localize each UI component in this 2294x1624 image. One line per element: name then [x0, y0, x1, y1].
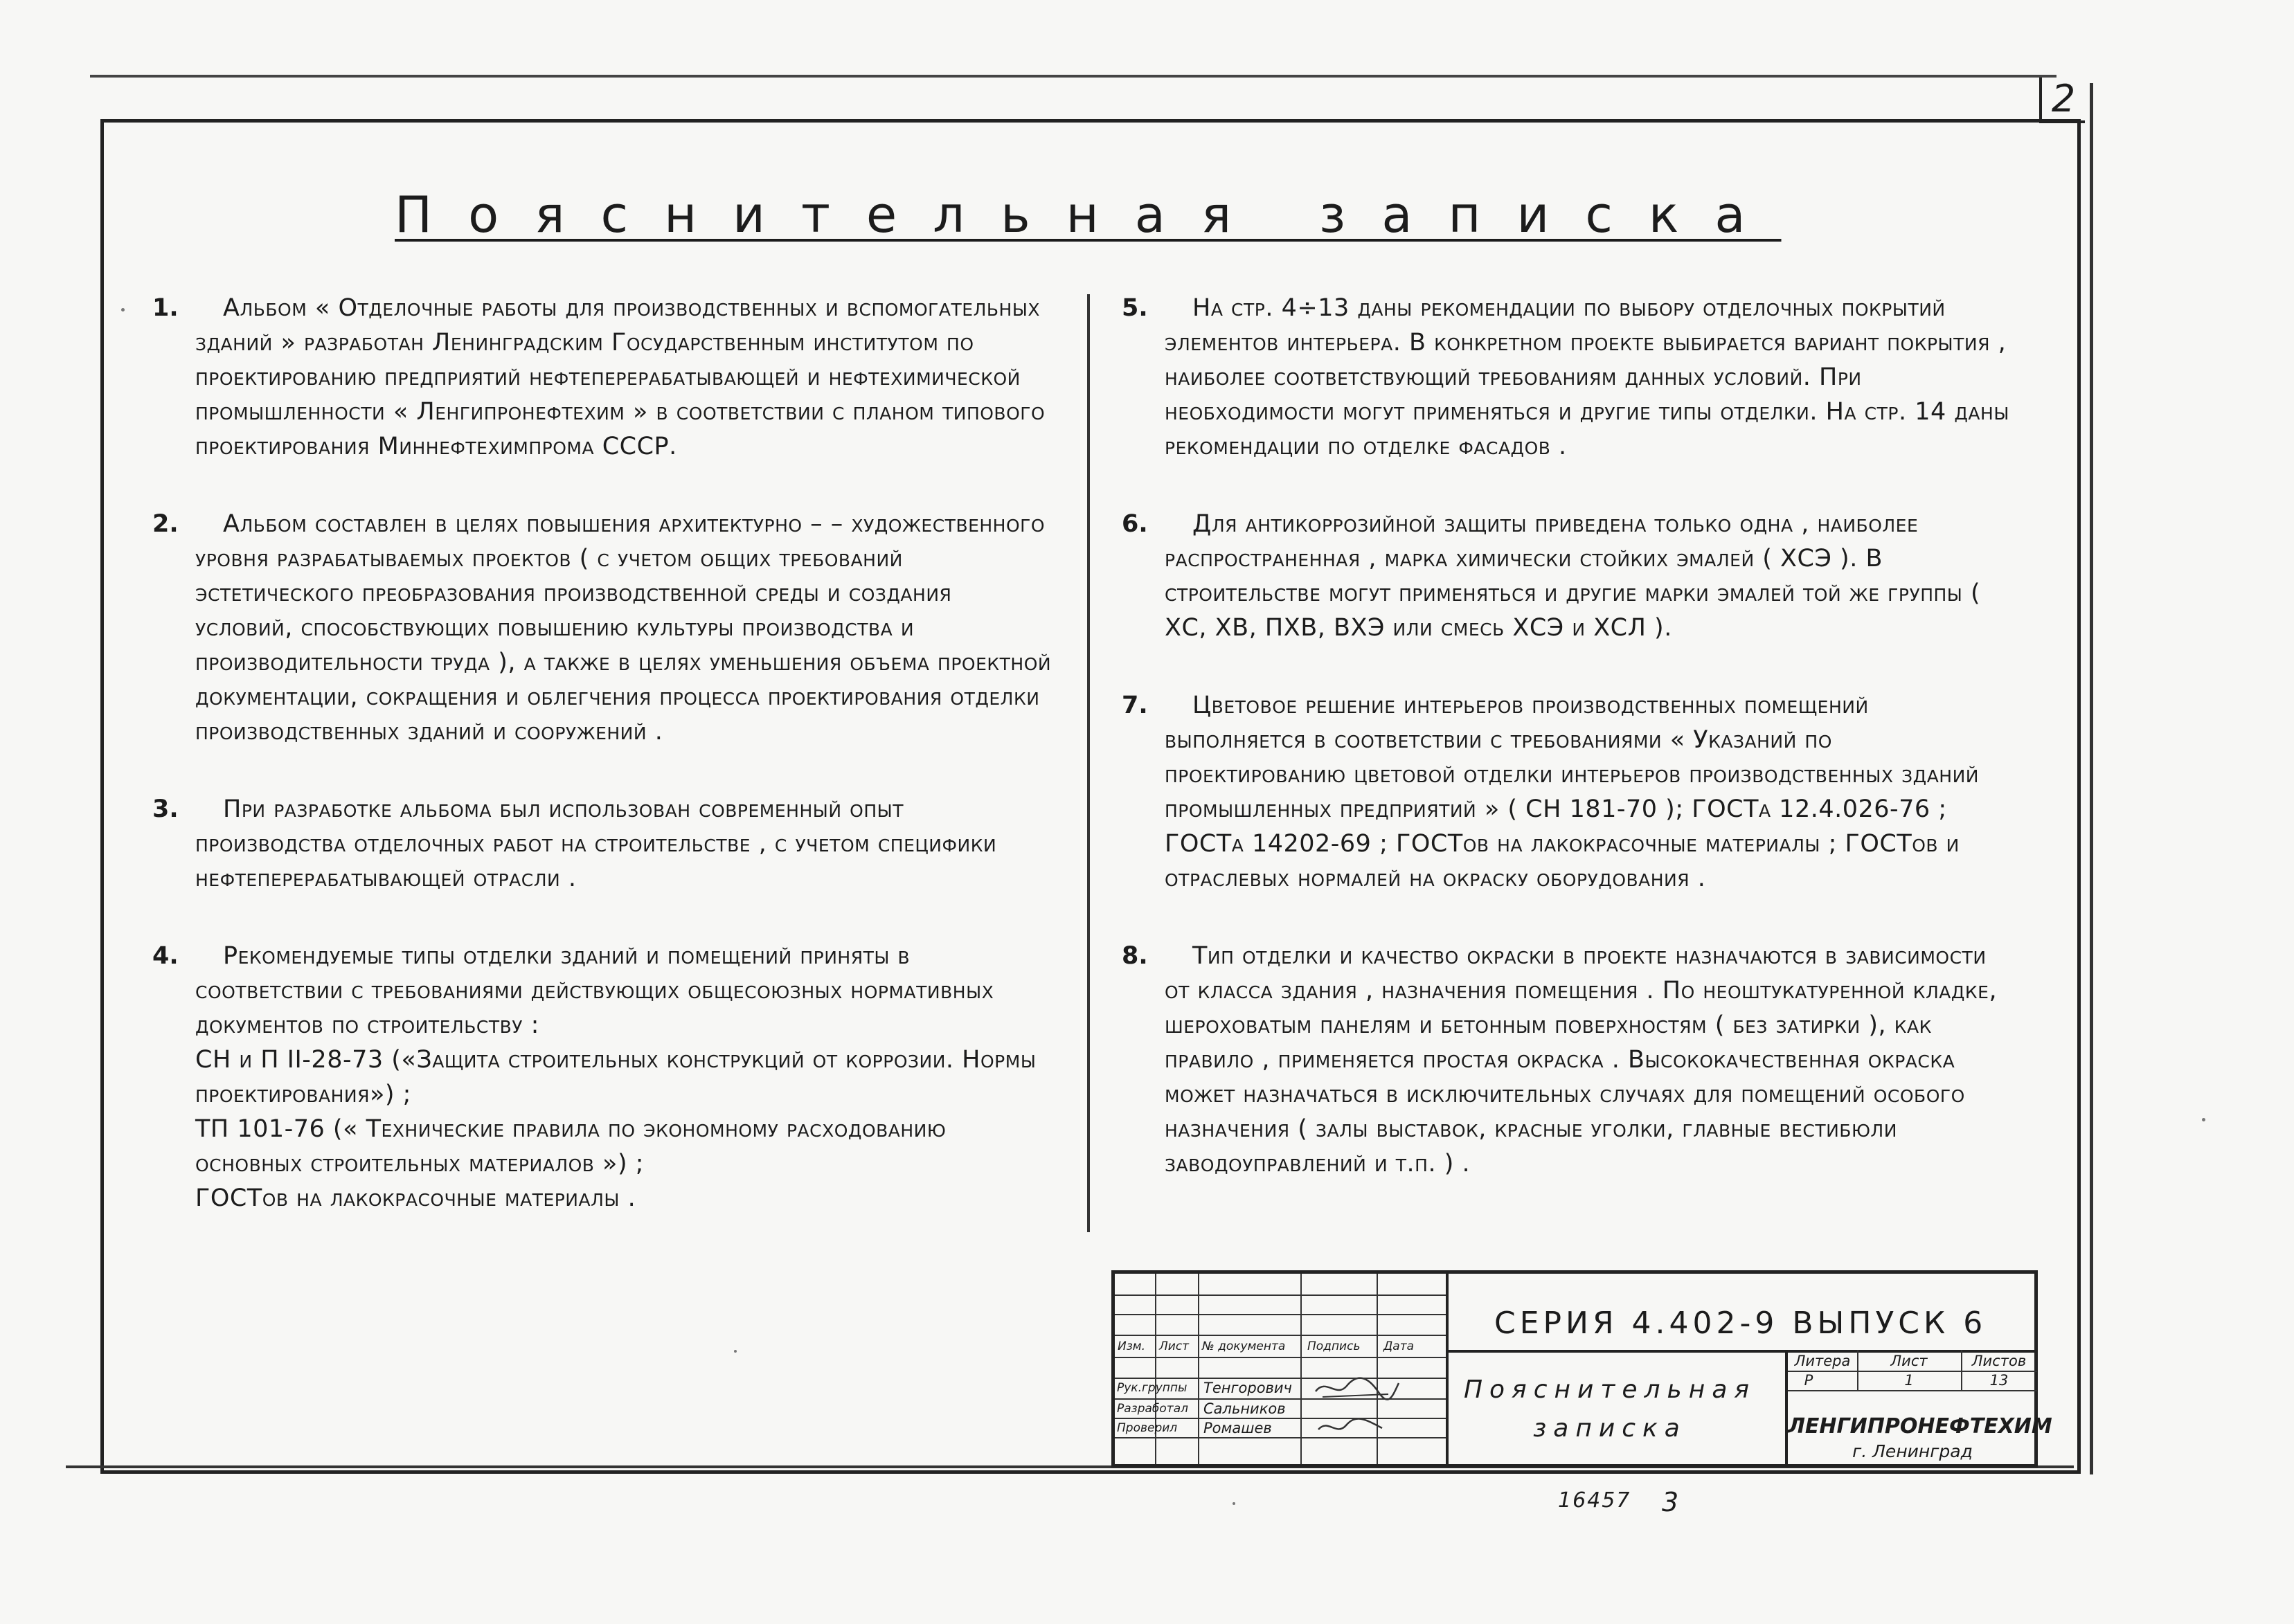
note-number: 7. — [1122, 692, 1148, 719]
role-name: Тенгорович — [1203, 1380, 1292, 1396]
header-sheet: Лист — [1159, 1339, 1190, 1353]
organization — [1788, 1414, 2052, 1464]
series-label: СЕРИЯ 4.402-9 ВЫПУСК 6 — [1494, 1306, 1987, 1341]
sheet-number: 2 — [2039, 78, 2085, 123]
organization-city: г. Ленинград — [1852, 1441, 1973, 1461]
note-text: Рекомендуемые типы отделки зданий и помещений приняты в соответствии с требованиями действующих общесоюзных нормативных документов по строительству : СН и П II-28-73 («Защита строительных конструкций от коррозии. Нормы проектирования») ; ТП 101-76 (« Технические правила по экономному расходованию основных строительных материалов ») ; ГОСТов на лакокрасочные материалы . — [195, 942, 1037, 1212]
grid-line — [1788, 1390, 2037, 1391]
role-name: Сальников — [1203, 1400, 1286, 1417]
note-number: 1. — [152, 294, 179, 322]
scan-speck — [1233, 1502, 1235, 1505]
notes-left-column — [152, 291, 1052, 1258]
role-name: Ромашев — [1203, 1420, 1272, 1436]
grid-line — [1155, 1274, 1156, 1464]
notes-right-column — [1122, 291, 2015, 1224]
role-label: Проверил — [1117, 1421, 1178, 1435]
note-text: На стр. 4÷13 даны рекомендации по выбору отделочных покрытий элементов интерьера. В конкретном проекте выбирается вариант покрытия , наиболее соответствующий требованиям данных условий. При необходимости могут применяться и другие типы отделки. На стр. 14 даны рекомендации по отделке фасадов . — [1165, 294, 2009, 460]
page-footnote: 3 — [1662, 1487, 1679, 1517]
revision-grid — [1115, 1274, 1449, 1464]
signature-image — [1312, 1371, 1402, 1405]
grid-line — [1198, 1274, 1199, 1464]
document-title: Пояснительная записка — [1463, 1375, 1757, 1443]
grid-line — [1115, 1357, 1446, 1358]
note-item — [1122, 291, 2015, 464]
role-label: Рук.группы — [1117, 1381, 1188, 1395]
scan-speck — [734, 1350, 737, 1353]
note-number: 5. — [1122, 294, 1148, 322]
top-rule — [90, 75, 2056, 78]
organization-name: ЛЕНГИПРОНЕФТЕХИМ — [1788, 1414, 2052, 1438]
header-signature: Подпись — [1307, 1339, 1361, 1353]
sheet-label: Лист — [1890, 1353, 1928, 1369]
grid-line — [1115, 1314, 1446, 1315]
grid-line — [1115, 1335, 1446, 1336]
note-item — [152, 939, 1052, 1216]
note-text: Альбом составлен в целях повышения архитектурно – – художественного уровня разрабатываемых проектов ( с учетом общих требований эстетического преобразования производственной среды и создания условий, способствующих повышению культуры производства и производительности труда ), а также в целях уменьшения объема проектной документации, сокращения и облегчения процесса проектирования отделки производственных зданий и сооружений . — [195, 510, 1052, 746]
sheets-label: Листов — [1971, 1353, 2027, 1369]
header-revision: Изм. — [1118, 1339, 1145, 1353]
stage-label: Литера — [1794, 1353, 1851, 1369]
note-number: 8. — [1122, 942, 1148, 970]
stage-value: Р — [1804, 1372, 1813, 1389]
header-date: Дата — [1383, 1339, 1415, 1353]
archive-number: 16457 — [1558, 1488, 1631, 1513]
note-item — [1122, 939, 2015, 1181]
header-document: № документа — [1202, 1339, 1286, 1353]
sheet-value: 1 — [1904, 1372, 1914, 1389]
right-rule — [2090, 83, 2093, 1474]
note-number: 3. — [152, 795, 179, 823]
page-title: Пояснительная записка — [395, 186, 1782, 244]
note-item — [152, 792, 1052, 896]
grid-line — [1115, 1437, 1446, 1438]
note-item — [152, 291, 1052, 464]
note-item — [1122, 688, 2015, 896]
role-label: Разработал — [1117, 1402, 1188, 1416]
note-number: 6. — [1122, 510, 1148, 538]
note-text: Для антикоррозийной защиты приведена только одна , наиболее распространенная , марка химически стойких эмалей ( ХСЭ ). В строительстве могут применяться и другие марки эмалей той же группы ( ХС, ХВ, ПХВ, ВХЭ или смесь ХСЭ и ХСЛ ). — [1165, 510, 1981, 642]
grid-line — [1300, 1274, 1302, 1464]
scan-speck — [121, 308, 125, 312]
column-divider — [1087, 294, 1090, 1232]
note-item — [152, 507, 1052, 749]
grid-line — [1115, 1294, 1446, 1296]
title-block — [1111, 1270, 2052, 1468]
note-text: Тип отделки и качество окраски в проекте назначаются в зависимости от класса здания , назначения помещения . По неоштукатуренной кладке, шероховатым панелям и бетонным поверхностям ( без затирки ), как правило , применяется простая окраска . Высококачественная окраска может назначаться в исключительных случаях для помещений особого назначения ( залы выставок, красные уголки, главные вестибюли заводоуправлений и т.п. ) . — [1165, 942, 1998, 1178]
sheet-info — [1785, 1350, 2052, 1464]
note-text: При разработке альбома был использован современный опыт производства отделочных работ на строительстве , с учетом специфики нефтеперерабатывающей отрасли . — [195, 795, 997, 892]
note-text: Альбом « Отделочные работы для производственных и вспомогательных зданий » разработан Ленинградским Государственным институтом по проектированию предприятий нефтеперерабатывающей и нефтехимической промышленности « Ленгипронефтехим » в соответствии с планом типового проектирования Миннефтехимпрома СССР. — [195, 294, 1046, 460]
note-number: 4. — [152, 942, 179, 970]
note-item — [1122, 507, 2015, 645]
scan-speck — [2202, 1118, 2205, 1121]
note-text: Цветовое решение интерьеров производственных помещений выполняется в соответствии с требованиями « Указаний по проектированию цветовой отделки интерьеров производственных зданий промышленных предприятий » ( СН 181-70 ); ГОСТа 12.4.026-76 ; ГОСТа 14202-69 ; ГОСТов на лакокрасочные материалы ; ГОСТов и отраслевых нормалей на окраску оборудования . — [1165, 692, 1980, 892]
grid-line — [1115, 1418, 1446, 1419]
note-number: 2. — [152, 510, 179, 538]
signature-image — [1316, 1416, 1385, 1438]
sheets-total-value: 13 — [1989, 1372, 2009, 1389]
